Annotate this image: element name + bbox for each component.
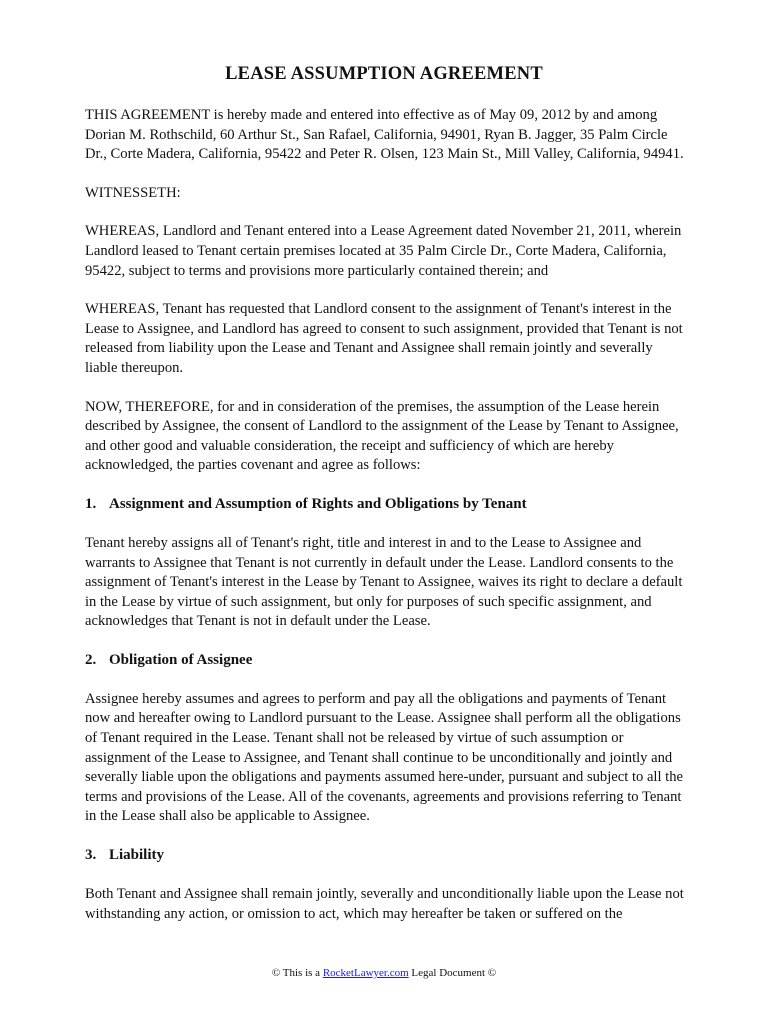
witnesseth-paragraph: WITNESSETH: [85,184,181,201]
rocketlawyer-link[interactable]: RocketLawyer.com [322,967,409,979]
document-body [85,106,687,943]
whereas-paragraph-1: WHEREAS, Landlord and Tenant entered into a Lease Agreement dated November 21, 2011, wherein Landlord leased to Tenant certain premises located at 35 Palm Circle Dr., Corte Madera, California, 95422, subject to terms and provisions more particularly contained therein; and [85,223,682,279]
intro-paragraph: THIS AGREEMENT is hereby made and entered into effective as of May 09, 2012 by and among Dorian M. Rothschild, 60 Arthur St., San Rafael, California, 94901, Ryan B. Jagger, 35 Palm Circle Dr., Corte Madera, California, 95422 and Peter R. Olsen, 123 Main St., Mill Valley, California, 94941. [85,107,684,163]
section-text-1: Tenant hereby assigns all of Tenant's right, title and interest in and to the Lease to Assignee and warrants to Assignee that Tenant is not currently in default under the Lease. Landlord consents to the assignment of Tenant's interest in the Lease by Tenant to Assignee, waives its right to declare a default in the Lease by virtue of such assignment, but only for purposes of such specific assignment, and acknowledges that Tenant is not in default under the Lease. [85,534,683,630]
now-therefore-paragraph: NOW, THEREFORE, for and in consideration of the premises, the assumption of the Lease herein described by Assignee, the consent of Landlord to the assignment of the Lease by Tenant to Assignee, and other good and valuable consideration, the receipt and sufficiency of which are hereby acknowledged, the parties covenant and agree as follows: [85,398,679,474]
section-heading-2 [85,651,687,670]
section-title-3: Liability [109,847,165,864]
whereas-paragraph-2: WHEREAS, Tenant has requested that Landlord consent to the assignment of Tenant's interest in the Lease to Assignee, and Landlord has agreed to consent to such assignment, provided that Tenant is not released from liability upon the Lease and Tenant and Assignee shall remain jointly and severally liable thereupon. [85,301,683,376]
page-footer [0,967,768,979]
section-title-2: Obligation of Assignee [109,651,253,668]
section-number-2: 2. [85,651,97,668]
section-number-1: 1. [85,495,97,512]
section-number-3: 3. [85,847,97,864]
footer-prefix: © This is a [271,967,323,979]
section-text-2: Assignee hereby assumes and agrees to perform and pay all the obligations and payments of Tenant now and hereafter owing to Landlord pursuant to the Lease. Assignee shall perform all the obligations of Tenant required in the Lease. Tenant shall not be released by virtue of such assumption or assignment of the Lease to Assignee, and Tenant shall continue to be unconditionally and jointly and severally liable upon the obligations and payments assumed here-under, pursuant and subject to all the terms and provisions of the Lease. All of the covenants, agreements and provisions referring to Tenant in the Lease shall also be applicable to Assignee. [85,690,684,825]
section-title-1: Assignment and Assumption of Rights and Obligations by Tenant [109,495,527,512]
document-title: LEASE ASSUMPTION AGREEMENT [225,64,543,84]
section-heading-3 [85,846,687,865]
footer-suffix: Legal Document © [408,967,497,979]
section-text-3: Both Tenant and Assignee shall remain jointly, severally and unconditionally liable upon the Lease not withstanding any action, or omission to act, which may hereafter be taken or suffered on the [85,886,684,922]
section-heading-1 [85,495,687,514]
